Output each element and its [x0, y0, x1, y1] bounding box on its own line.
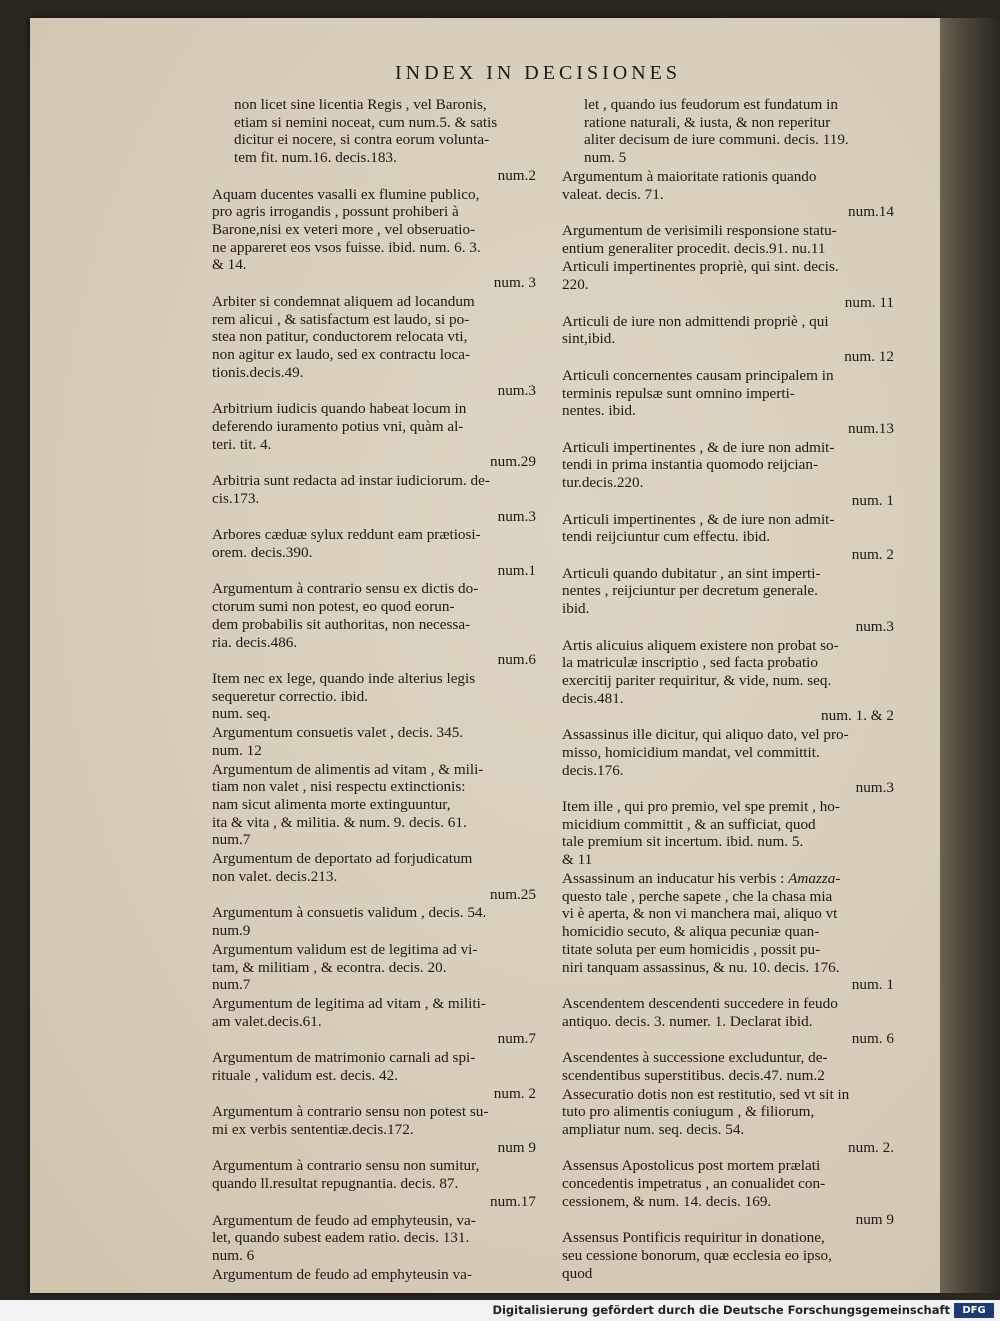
entry-line: nentes. ibid.: [562, 402, 636, 420]
entry-line: titate soluta per eum homicidis , possit pu-: [562, 940, 821, 958]
entry-reference-number: num.2: [497, 166, 536, 184]
entry-line: etiam si nemini noceat, cum num.5. & satis: [234, 113, 498, 131]
entry-reference-number: num 9: [497, 1138, 536, 1156]
entry-line: Argumentum à contrario sensu non sumitur,: [212, 1157, 480, 1175]
adjacent-page-edge: [940, 18, 1000, 1293]
entry-line: teri. tit. 4.: [212, 435, 272, 453]
entry-line: antiquo. decis. 3. numer. 1. Declarat ibid.: [562, 1012, 813, 1030]
entry-line: Argumentum à maioritate rationis quando: [562, 167, 817, 185]
entry-line: cessionem, & num. 14. decis. 169.: [562, 1192, 772, 1210]
entry-line: Item ille , qui pro premio, vel spe premit , ho-: [562, 798, 840, 816]
entry-line: ratione naturali, & iusta, & non reperitur: [584, 113, 831, 131]
entry-reference-number: num.3: [855, 617, 894, 635]
entry-line: Articuli concernentes causam principalem in: [562, 366, 834, 384]
entry-line: Articuli quando dubitatur , an sint imperti-: [562, 564, 821, 582]
entry-line: terminis repulsæ sunt omnino imperti-: [562, 384, 795, 402]
entry-line: Ascendentes à successione excluduntur, de-: [562, 1049, 828, 1067]
entry-reference-number: num.25: [490, 885, 536, 903]
entry-line: tionis.decis.49.: [212, 363, 304, 381]
entry-line: ibid.: [562, 600, 590, 618]
entry-line: Aquam ducentes vasalli ex flumine publico,: [212, 185, 480, 203]
entry-line: decis.176.: [562, 761, 624, 779]
entry-line: num. 6: [212, 1247, 255, 1264]
index-entry: [562, 637, 900, 726]
entry-reference-number: num. 2: [851, 545, 894, 563]
entry-line: la matriculæ inscriptio , sed facta probatio: [562, 654, 818, 672]
index-entry: [212, 850, 542, 903]
entry-reference-number: num. 6: [851, 1030, 894, 1048]
index-entry: [562, 511, 900, 564]
entry-line: micidium committit , & an sufficiat, quod: [562, 815, 816, 833]
entry-reference-number: num.3: [855, 779, 894, 797]
dfg-logo: DFG: [954, 1303, 994, 1318]
index-entry: [212, 761, 542, 850]
entry-reference-number: num.1: [497, 561, 536, 579]
index-entry: [562, 222, 900, 257]
entry-line: tur.decis.220.: [562, 474, 644, 492]
entry-line: Argumentum à contrario sensu ex dictis do-: [212, 580, 479, 598]
entry-line: ampliatur num. seq. decis. 54.: [562, 1120, 745, 1138]
entry-reference-number: num.29: [490, 453, 536, 471]
entry-line: Ascendentem descendenti succedere in feudo: [562, 994, 838, 1012]
entry-line: sequeretur correctio. ibid.: [212, 687, 369, 705]
entry-line: questo tale , perche sapete , che la chasa mia: [562, 887, 833, 905]
entry-line: let , quando ius feudorum est fundatum in: [584, 96, 838, 113]
entry-line: tale premium sit incertum. ibid. num. 5.: [562, 833, 804, 851]
entry-reference-number: num.13: [848, 419, 894, 437]
index-entry: [562, 96, 900, 167]
index-entry: [212, 724, 542, 759]
entry-line: vi è aperta, & non vi manchera mai, aliquo vt: [562, 905, 838, 923]
entry-line: tiam non valet , nisi respectu extinctionis:: [212, 778, 466, 796]
entry-line: decis.481.: [562, 689, 624, 707]
entry-line: Barone,nisi ex veteri more , vel obseruatio-: [212, 221, 476, 239]
entry-line: num. 12: [212, 741, 262, 759]
entry-line: num. 5: [584, 149, 627, 167]
entry-line: tem fit. num.16. decis.183.: [234, 149, 397, 167]
index-entry: [562, 870, 900, 994]
entry-line: Arbiter si condemnat aliquem ad locandum: [212, 292, 475, 310]
entry-reference-number: num. 1. & 2: [821, 707, 894, 725]
index-entry: [562, 258, 900, 311]
entry-line: Artis alicuius aliquem existere non probat so-: [562, 636, 839, 654]
entry-line: seu cessione bonorum, quæ ecclesia eo ipso,: [562, 1247, 832, 1264]
entry-reference-number: num. 2: [493, 1084, 536, 1102]
entry-line: ita & vita , & militia. & num. 9. decis. 61.: [212, 813, 467, 831]
entry-reference-number: num. 2.: [848, 1138, 894, 1156]
index-entry: [562, 798, 900, 869]
index-entry: [562, 313, 900, 366]
entry-line: Argumentum de legitima ad vitam , & militi-: [212, 994, 486, 1012]
index-entry: [212, 670, 542, 723]
entry-line: tendi reijciuntur cum effectu. ibid.: [562, 528, 771, 546]
entry-line: scendentibus superstitibus. decis.47. num.2: [562, 1066, 825, 1084]
entry-line: Arbitria sunt redacta ad instar iudiciorum. de-: [212, 472, 490, 490]
entry-line: Argumentum consuetis valet , decis. 345.: [212, 724, 464, 742]
entry-line: ctorum sumi non potest, eo quod eorun-: [212, 598, 455, 616]
index-entry: [212, 1103, 542, 1156]
index-entry: [212, 580, 542, 669]
entry-line: quod: [562, 1264, 593, 1282]
entry-line: Assassinum an inducatur his verbis : Amazza-: [562, 869, 841, 887]
entry-line: concedentis impetratus , an conualidet con-: [562, 1175, 826, 1193]
entry-reference-number: num.7: [497, 1030, 536, 1048]
entry-reference-number: num.3: [497, 507, 536, 525]
index-entry: [212, 96, 542, 185]
entry-line: rem alicui , & satisfactum est laudo, si po-: [212, 310, 470, 328]
entry-line: quando ll.resultat repugnantia. decis. 87.: [212, 1175, 459, 1193]
index-entry: [562, 1086, 900, 1157]
index-entry: [212, 1266, 542, 1284]
entry-line: exercitij pariter requiritur, & vide, num. seq.: [562, 672, 832, 689]
entry-reference-number: num. 1: [851, 976, 894, 994]
index-entry: [212, 400, 542, 471]
entry-line: entium generaliter procedit. decis.91. nu.11: [562, 239, 826, 257]
entry-reference-number: num.14: [848, 203, 894, 221]
index-entry: [562, 726, 900, 797]
entry-line: Assensus Apostolicus post mortem prælati: [562, 1157, 821, 1175]
entry-line: num. seq.: [212, 705, 271, 723]
entry-line: Articuli impertinentes propriè, qui sint. decis.: [562, 258, 839, 276]
entry-line: am valet.decis.61.: [212, 1012, 322, 1030]
entry-line: & 11: [562, 851, 593, 869]
entry-line: aliter decisum de iure communi. decis. 119.: [584, 131, 849, 149]
entry-line: dicitur ei nocere, si contra eorum volunta-: [234, 131, 490, 149]
entry-line: cis.173.: [212, 489, 260, 507]
entry-line: Articuli impertinentes , & de iure non admit-: [562, 438, 835, 456]
index-entry: [212, 1157, 542, 1210]
entry-line: Argumentum à consuetis validum , decis. 54.: [212, 904, 487, 922]
entry-reference-number: num.17: [490, 1192, 536, 1210]
entry-line: ria. decis.486.: [212, 633, 298, 651]
entry-reference-number: num. 1: [851, 491, 894, 509]
entry-line: rituale , validum est. decis. 42.: [212, 1066, 399, 1084]
entry-line: Argumentum de feudo ad emphyteusin, va-: [212, 1211, 476, 1229]
entry-line: Articuli de iure non admittendi propriè , qui: [562, 312, 829, 330]
running-head: INDEX IN DECISIONES: [395, 62, 681, 84]
entry-line: tam, & militiam , & econtra. decis. 20.: [212, 958, 447, 976]
entry-line: Argumentum de verisimili responsione statu-: [562, 222, 837, 240]
index-entry: [212, 186, 542, 292]
footer-bar: [0, 1300, 1000, 1321]
entry-line: pro agris irrogandis , possunt prohiberi à: [212, 203, 459, 221]
entry-line: misso, homicidium mandat, vel committit.: [562, 743, 820, 761]
index-entry: [212, 526, 542, 579]
funding-notice: Digitalisierung gefördert durch die Deutsche Forschungsgemeinschaft: [492, 1303, 950, 1317]
entry-line: let, quando subest eadem ratio. decis. 131.: [212, 1229, 470, 1247]
entry-line: Argumentum de deportato ad forjudicatum: [212, 850, 473, 868]
entry-line: stea non patitur, conductorem relocata vti,: [212, 328, 468, 346]
entry-line: tendi in prima instantia quomodo reijcian-: [562, 456, 819, 474]
entry-line: homicidio secuto, & aliqua pecuniæ quan-: [562, 923, 820, 941]
entry-line: non valet. decis.213.: [212, 867, 338, 885]
index-entry: [562, 168, 900, 221]
index-entry: [562, 1229, 900, 1282]
entry-line: Arbitrium iudicis quando habeat locum in: [212, 400, 467, 418]
entry-line: non agitur ex laudo, sed ex contractu loca-: [212, 346, 471, 364]
entry-reference-number: num.3: [497, 381, 536, 399]
entry-line: Argumentum validum est de legitima ad vi-: [212, 940, 478, 958]
entry-reference-number: num. 12: [844, 348, 894, 366]
entry-reference-number: num.6: [497, 651, 536, 669]
index-entry: [212, 995, 542, 1048]
index-entry: [212, 472, 542, 525]
entry-line: Assassinus ille dicitur, qui aliquo dato, vel pro-: [562, 726, 849, 744]
index-entry: [212, 1049, 542, 1102]
entry-line: 220.: [562, 276, 589, 294]
entry-line: Arbores cæduæ sylux reddunt eam prætiosi-: [212, 526, 481, 544]
entry-line: mi ex verbis sententiæ.decis.172.: [212, 1120, 414, 1138]
entry-line: nentes , reijciuntur per decretum generale.: [562, 582, 818, 600]
entry-reference-number: num. 3: [493, 274, 536, 292]
entry-line: ne appareret eos vsos fuisse. ibid. num. 6. 3.: [212, 238, 481, 256]
index-entry: [212, 904, 542, 939]
right-column: [562, 96, 900, 1283]
entry-line: niri tanquam assassinus, & nu. 10. decis. 176.: [562, 958, 840, 976]
entry-line: dem probabilis sit authoritas, non necessa-: [212, 615, 471, 633]
index-entry: [212, 941, 542, 994]
entry-line: deferendo iuramento potius vni, quàm al-: [212, 417, 464, 435]
index-entry: [562, 439, 900, 510]
entry-line: non licet sine licentia Regis , vel Baronis,: [234, 96, 487, 113]
entry-line: tuto pro alimentis coniugum , & filiorum,: [562, 1103, 815, 1121]
index-entry: [562, 1157, 900, 1228]
entry-line: Articuli impertinentes , & de iure non admit-: [562, 510, 835, 528]
entry-line: Assensus Pontificis requiritur in donatione,: [562, 1229, 825, 1247]
entry-line: num.9: [212, 922, 251, 940]
entry-line: num.7: [212, 831, 251, 849]
entry-line: sint,ibid.: [562, 330, 616, 348]
entry-reference-number: num. 11: [844, 293, 894, 311]
entry-line: Argumentum à contrario sensu non potest su-: [212, 1103, 489, 1121]
entry-line: Item nec ex lege, quando inde alterius legis: [212, 670, 476, 687]
entry-line: orem. decis.390.: [212, 543, 313, 561]
entry-line: Assecuratio dotis non est restitutio, sed vt sit in: [562, 1085, 850, 1103]
left-column: [212, 96, 542, 1284]
entry-reference-number: num 9: [855, 1210, 894, 1228]
index-entry: [562, 565, 900, 636]
entry-line: Argumentum de feudo ad emphyteusin va-: [212, 1265, 472, 1283]
entry-line: Argumentum de alimentis ad vitam , & mili-: [212, 760, 484, 778]
index-entry: [562, 995, 900, 1048]
italic-phrase: Amazza-: [788, 869, 841, 887]
index-entry: [562, 367, 900, 438]
entry-line: nam sicut alimenta morte extinguuntur,: [212, 796, 451, 814]
entry-line: num.7: [212, 976, 251, 994]
entry-line: & 14.: [212, 256, 247, 274]
entry-line: valeat. decis. 71.: [562, 185, 664, 203]
index-entry: [212, 293, 542, 399]
index-entry: [562, 1049, 900, 1084]
index-entry: [212, 1212, 542, 1265]
entry-line: Argumentum de matrimonio carnali ad spi-: [212, 1049, 476, 1067]
